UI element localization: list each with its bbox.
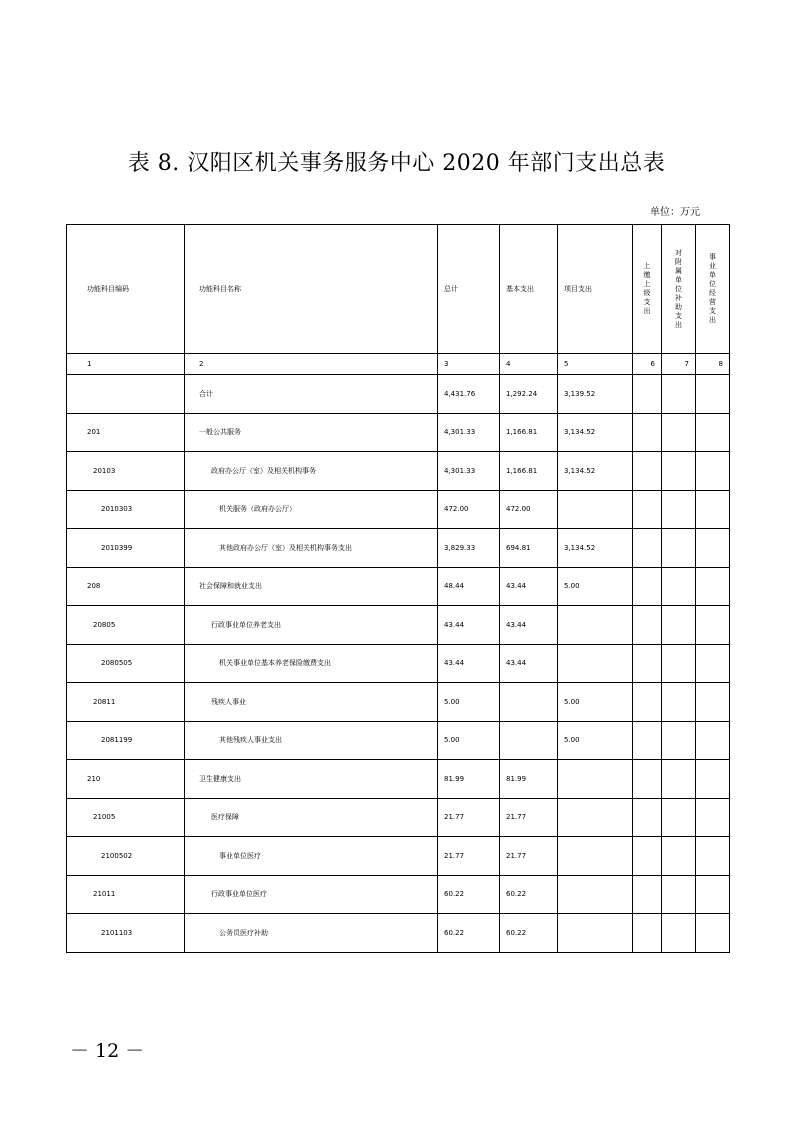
row-subsidy-cell [662, 837, 696, 876]
table-row [67, 490, 730, 529]
row-upper-cell [633, 683, 662, 722]
table-row [67, 837, 730, 876]
row-code-cell: 2101103 [67, 914, 185, 953]
row-project-cell [558, 760, 633, 799]
row-upper-cell [633, 606, 662, 645]
table-row [67, 760, 730, 799]
row-total-cell: 21.77 [438, 798, 500, 837]
row-total-cell: 4,301.33 [438, 413, 500, 452]
row-name-cell: 机关服务（政府办公厅） [185, 490, 438, 529]
row-business-cell [696, 452, 730, 491]
row-business-cell [696, 837, 730, 876]
row-project-cell: 5.00 [558, 683, 633, 722]
row-basic-cell: 21.77 [500, 837, 558, 876]
index-cell: 2 [185, 354, 438, 375]
row-project-cell: 3,134.52 [558, 452, 633, 491]
row-code-cell: 2080505 [67, 644, 185, 683]
index-row [67, 354, 730, 375]
row-total-cell: 43.44 [438, 606, 500, 645]
row-subsidy-cell [662, 875, 696, 914]
header-subsidy: 对附属单位补助支出 [662, 225, 696, 354]
table-row [67, 567, 730, 606]
row-subsidy-cell [662, 375, 696, 414]
row-upper-cell [633, 721, 662, 760]
row-total-cell: 21.77 [438, 837, 500, 876]
row-upper-cell [633, 529, 662, 568]
row-basic-cell: 1,166.81 [500, 413, 558, 452]
row-name-cell: 残疾人事业 [185, 683, 438, 722]
row-upper-cell [633, 567, 662, 606]
table-row [67, 875, 730, 914]
row-total-cell: 4,301.33 [438, 452, 500, 491]
row-name-cell: 公务员医疗补助 [185, 914, 438, 953]
index-cell: 5 [558, 354, 633, 375]
row-name-cell: 一般公共服务 [185, 413, 438, 452]
table-row [67, 529, 730, 568]
table-row [67, 606, 730, 645]
row-subsidy-cell [662, 721, 696, 760]
expenditure-table [66, 224, 730, 953]
row-business-cell [696, 914, 730, 953]
row-business-cell [696, 683, 730, 722]
row-basic-cell: 81.99 [500, 760, 558, 799]
row-upper-cell [633, 413, 662, 452]
row-basic-cell: 43.44 [500, 644, 558, 683]
row-project-cell [558, 798, 633, 837]
row-subsidy-cell [662, 644, 696, 683]
row-business-cell [696, 375, 730, 414]
row-business-cell [696, 760, 730, 799]
table-row [67, 375, 730, 414]
index-cell: 7 [662, 354, 696, 375]
row-project-cell: 5.00 [558, 567, 633, 606]
row-subsidy-cell [662, 606, 696, 645]
row-name-cell: 事业单位医疗 [185, 837, 438, 876]
row-subsidy-cell [662, 413, 696, 452]
row-total-cell: 43.44 [438, 644, 500, 683]
index-cell: 8 [696, 354, 730, 375]
row-upper-cell [633, 875, 662, 914]
header-basic: 基本支出 [500, 225, 558, 354]
header-project: 项目支出 [558, 225, 633, 354]
row-basic-cell: 43.44 [500, 567, 558, 606]
row-project-cell [558, 644, 633, 683]
row-code-cell: 20805 [67, 606, 185, 645]
row-name-cell: 行政事业单位养老支出 [185, 606, 438, 645]
row-basic-cell: 43.44 [500, 606, 558, 645]
row-business-cell [696, 529, 730, 568]
row-basic-cell: 1,166.81 [500, 452, 558, 491]
table-row [67, 798, 730, 837]
row-basic-cell: 472.00 [500, 490, 558, 529]
row-upper-cell [633, 490, 662, 529]
index-cell: 3 [438, 354, 500, 375]
row-business-cell [696, 567, 730, 606]
index-cell: 6 [633, 354, 662, 375]
row-name-cell: 其他残疾人事业支出 [185, 721, 438, 760]
row-basic-cell: 60.22 [500, 875, 558, 914]
row-total-cell: 5.00 [438, 683, 500, 722]
row-business-cell [696, 644, 730, 683]
row-project-cell [558, 490, 633, 529]
header-row [67, 225, 730, 354]
row-total-cell: 472.00 [438, 490, 500, 529]
row-code-cell: 20103 [67, 452, 185, 491]
table-row [67, 452, 730, 491]
index-cell: 4 [500, 354, 558, 375]
row-total-cell: 4,431.76 [438, 375, 500, 414]
row-upper-cell [633, 452, 662, 491]
index-cell: 1 [67, 354, 185, 375]
row-total-cell: 60.22 [438, 914, 500, 953]
row-business-cell [696, 490, 730, 529]
row-total-cell: 5.00 [438, 721, 500, 760]
table-row [67, 914, 730, 953]
row-subsidy-cell [662, 490, 696, 529]
row-code-cell: 201 [67, 413, 185, 452]
row-upper-cell [633, 837, 662, 876]
header-name: 功能科目名称 [185, 225, 438, 354]
row-code-cell: 208 [67, 567, 185, 606]
row-upper-cell [633, 375, 662, 414]
row-project-cell: 3,134.52 [558, 413, 633, 452]
row-name-cell: 合计 [185, 375, 438, 414]
row-subsidy-cell [662, 452, 696, 491]
row-total-cell: 48.44 [438, 567, 500, 606]
row-basic-cell [500, 683, 558, 722]
row-code-cell: 2010399 [67, 529, 185, 568]
row-subsidy-cell [662, 529, 696, 568]
row-subsidy-cell [662, 567, 696, 606]
table-row [67, 413, 730, 452]
row-basic-cell: 1,292.24 [500, 375, 558, 414]
row-name-cell: 其他政府办公厅（室）及相关机构事务支出 [185, 529, 438, 568]
row-code-cell: 21011 [67, 875, 185, 914]
header-upper: 上缴上级支出 [633, 225, 662, 354]
row-upper-cell [633, 644, 662, 683]
row-business-cell [696, 413, 730, 452]
row-name-cell: 行政事业单位医疗 [185, 875, 438, 914]
row-code-cell: 2100502 [67, 837, 185, 876]
header-business: 事业单位经营支出 [696, 225, 730, 354]
row-basic-cell: 60.22 [500, 914, 558, 953]
row-code-cell: 21005 [67, 798, 185, 837]
row-subsidy-cell [662, 760, 696, 799]
row-total-cell: 3,829.33 [438, 529, 500, 568]
table-row [67, 644, 730, 683]
row-business-cell [696, 606, 730, 645]
row-name-cell: 医疗保障 [185, 798, 438, 837]
header-total: 总计 [438, 225, 500, 354]
row-basic-cell [500, 721, 558, 760]
row-total-cell: 60.22 [438, 875, 500, 914]
row-code-cell: 2010303 [67, 490, 185, 529]
row-subsidy-cell [662, 683, 696, 722]
row-subsidy-cell [662, 798, 696, 837]
row-subsidy-cell [662, 914, 696, 953]
row-upper-cell [633, 760, 662, 799]
row-upper-cell [633, 914, 662, 953]
row-basic-cell: 694.81 [500, 529, 558, 568]
header-code: 功能科目编码 [67, 225, 185, 354]
table-row [67, 683, 730, 722]
row-name-cell: 社会保障和就业支出 [185, 567, 438, 606]
row-project-cell [558, 875, 633, 914]
row-code-cell [67, 375, 185, 414]
row-name-cell: 机关事业单位基本养老保险缴费支出 [185, 644, 438, 683]
row-project-cell: 5.00 [558, 721, 633, 760]
row-upper-cell [633, 798, 662, 837]
row-code-cell: 210 [67, 760, 185, 799]
page-title: 表 8. 汉阳区机关事务服务中心 2020 年部门支出总表 [127, 151, 666, 176]
row-project-cell: 3,134.52 [558, 529, 633, 568]
row-business-cell [696, 875, 730, 914]
row-business-cell [696, 721, 730, 760]
unit-label: 单位：万元 [650, 207, 700, 218]
row-project-cell [558, 914, 633, 953]
row-code-cell: 2081199 [67, 721, 185, 760]
table-row [67, 721, 730, 760]
row-code-cell: 20811 [67, 683, 185, 722]
row-project-cell [558, 837, 633, 876]
row-basic-cell: 21.77 [500, 798, 558, 837]
page-number: － 12 － [70, 1040, 145, 1062]
row-name-cell: 卫生健康支出 [185, 760, 438, 799]
row-name-cell: 政府办公厅（室）及相关机构事务 [185, 452, 438, 491]
row-total-cell: 81.99 [438, 760, 500, 799]
row-project-cell [558, 606, 633, 645]
row-business-cell [696, 798, 730, 837]
row-project-cell: 3,139.52 [558, 375, 633, 414]
